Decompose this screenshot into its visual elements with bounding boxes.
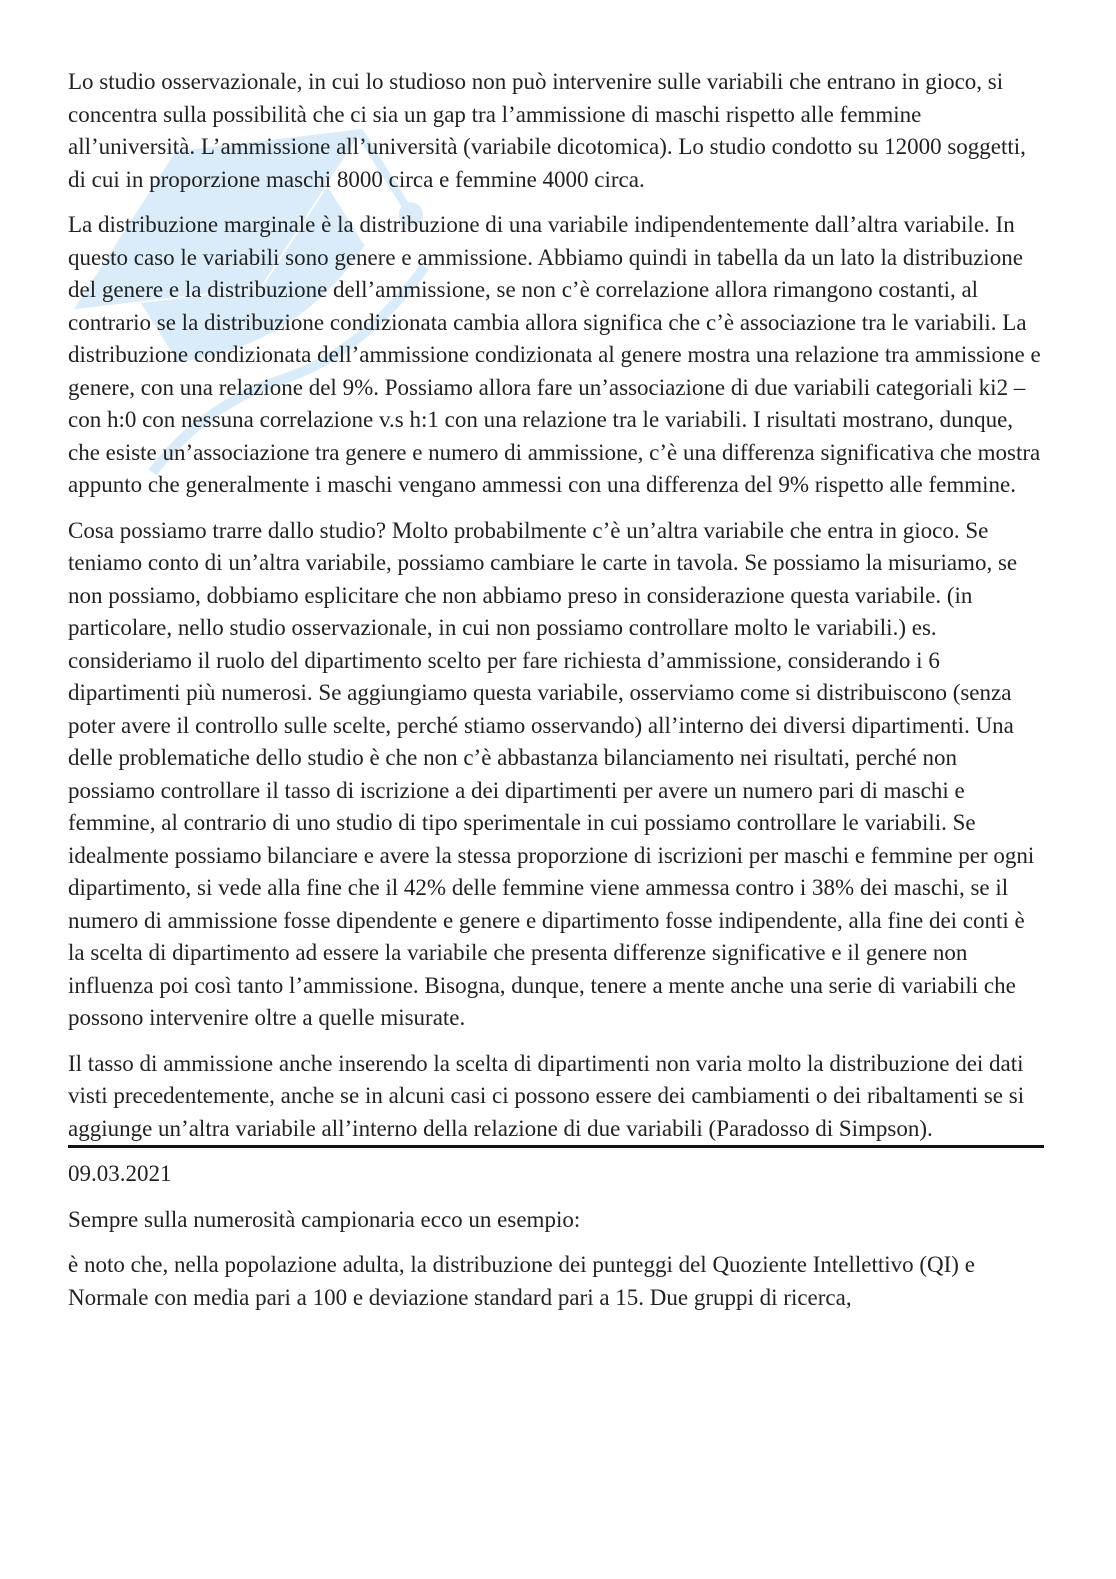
paragraph-4: Il tasso di ammissione anche inserendo la scelta di dipartimenti non varia molto la distribuzione dei dati visti precedentemente, anche se in alcuni casi ci possono essere dei cambiamenti o dei ribaltamenti se si aggiunge un’altra variabile all’interno della relazione di due variabili (Paradosso di Simpson).: [68, 1050, 1025, 1141]
paragraph-1: Lo studio osservazionale, in cui lo studioso non può intervenire sulle variabili che entrano in gioco, si concentra sulla possibilità che ci sia un gap tra l’ammissione di maschi rispetto alle femmine all’università. L’ammissione all’università (variabile dicotomica). Lo studio condotto su 12000 soggetti, di cui in proporzione maschi 8000 circa e femmine 4000 circa.: [68, 69, 1026, 192]
paragraph-2: La distribuzione marginale è la distribuzione di una variabile indipendentemente dall’altra variabile. In questo caso le variabili sono genere e ammissione. Abbiamo quindi in tabella da un lato la distribuzione del genere e la distribuzione dell’ammissione, se non c’è correlazione allora rimangono costanti, al contrario se la distribuzione condizionata cambia allora significa che c’è associazione tra le variabili. La distribuzione condizionata dell’ammissione condizionata al genere mostra una relazione tra ammissione e genere, con una relazione del 9%. Possiamo allora fare un’associazione di due variabili categoriali ki2 – con h:0 con nessuna correlazione v.s h:1 con una relazione tra le variabili. I risultati mostrano, dunque, che esiste un’associazione tra genere e numero di ammissione, c’è una differenza significativa che mostra appunto che generalmente i maschi vengano ammessi con una differenza del 9% rispetto alle femmine.: [68, 212, 1041, 497]
paragraph-5: Sempre sulla numerosità campionaria ecco un esempio:: [68, 1206, 581, 1232]
date-line: 09.03.2021: [68, 1161, 172, 1186]
paragraph-6: è noto che, nella popolazione adulta, la distribuzione dei punteggi del Quoziente Intellettivo (QI) e Normale con media pari a 100 e deviazione standard pari a 15. Due gruppi di ricerca,: [68, 1252, 975, 1310]
horizontal-rule: [68, 1145, 1044, 1148]
document-page: [68, 66, 1044, 1327]
paragraph-3: Cosa possiamo trarre dallo studio? Molto probabilmente c’è un’altra variabile che entra in gioco. Se teniamo conto di un’altra variabile, possiamo cambiare le carte in tavola. Se possiamo la misuriamo, se non possiamo, dobbiamo esplicitare che non abbiamo preso in considerazione questa variabile. (in particolare, nello studio osservazionale, in cui non possiamo controllare molto le variabili.) es. consideriamo il ruolo del dipartimento scelto per fare richiesta d’ammissione, considerando i 6 dipartimenti più numerosi. Se aggiungiamo questa variabile, osserviamo come si distribuiscono (senza poter avere il controllo sulle scelte, perché stiamo osservando) all’interno dei diversi dipartimenti. Una delle problematiche dello studio è che non c’è abbastanza bilanciamento nei risultati, perché non possiamo controllare il tasso di iscrizione a dei dipartimenti per avere un numero pari di maschi e femmine, al contrario di uno studio di tipo sperimentale in cui possiamo controllare le variabili. Se idealmente possiamo bilanciare e avere la stessa proporzione di iscrizioni per maschi e femmine per ogni dipartimento, si vede alla fine che il 42% delle femmine viene ammessa contro i 38% dei maschi, se il numero di ammissione fosse dipendente e genere e dipartimento fosse indipendente, alla fine dei conti è la scelta di dipartimento ad essere la variabile che presenta differenze significative e il genere non influenza poi così tanto l’ammissione. Bisogna, dunque, tenere a mente anche una serie di variabili che possono intervenire oltre a quelle misurate.: [68, 517, 1035, 1030]
